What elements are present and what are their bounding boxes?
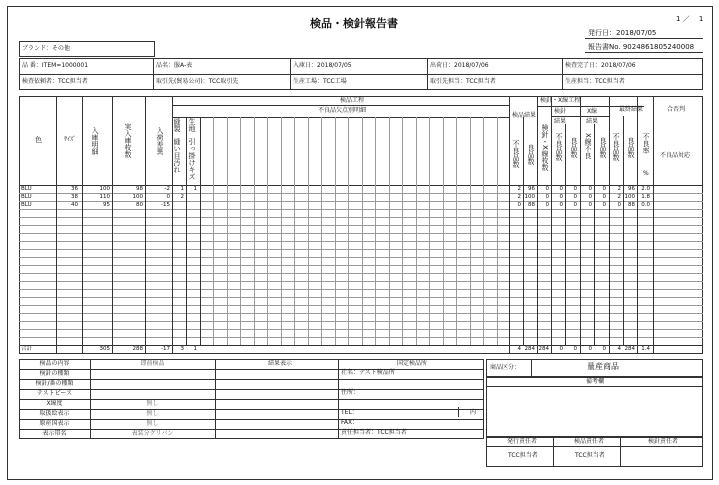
- inspector-company: 社名：テスト検品所: [341, 369, 395, 376]
- header-final-result: 最終結果: [619, 106, 644, 113]
- table-cell-fng: 2: [617, 194, 621, 200]
- sign-value-issuer: TCC担当者: [508, 452, 538, 459]
- col-defect-sewing: 縫製: [173, 118, 181, 132]
- table-cell-xng: 0: [588, 186, 592, 192]
- table-cell-rate: 0.0: [641, 202, 650, 208]
- total-cell-fng: 4: [617, 346, 621, 352]
- table-cell-size: 36: [71, 186, 78, 192]
- requester: 検査依頼者：TCC担当者: [22, 78, 88, 85]
- col-planned: 入庫明細: [91, 127, 99, 155]
- table-cell-diff: -2: [164, 186, 170, 192]
- table-cell-ok: 100: [524, 194, 535, 200]
- inspection-done-date: 検査完了日：2018/07/06: [565, 62, 636, 69]
- total-cell-ks: 284: [538, 346, 549, 352]
- col-defect-rate: 不良率: [642, 133, 650, 154]
- inspector-address: 住所：: [341, 389, 360, 396]
- total-cell-xok: 0: [602, 346, 606, 352]
- col-actual: 実入庫枚数: [124, 123, 132, 158]
- header-xray-result: X線 結果: [586, 108, 599, 125]
- footer-value: 表装分グリバン: [131, 430, 174, 437]
- col-final-ng: 不良品数: [612, 133, 620, 161]
- arrival-date: 入庫日：2018/07/05: [293, 62, 352, 69]
- table-cell-actual: 98: [136, 186, 143, 192]
- table-cell-planned: 100: [99, 186, 110, 192]
- sign-label-needle: 検針責任者: [648, 438, 679, 445]
- table-cell-ng: 2: [517, 186, 521, 192]
- total-cell-ok: 284: [524, 346, 535, 352]
- col-final-ok: 良品数: [627, 137, 635, 158]
- footer-label: 検針の種類: [39, 370, 70, 377]
- table-cell-color: BLU: [21, 194, 32, 200]
- footer-label: 検針/番の種類: [35, 380, 74, 387]
- brand: ブランド：その他: [22, 45, 71, 52]
- table-cell-ng: 0: [517, 202, 521, 208]
- footer-label: 検品の内容: [39, 360, 70, 367]
- table-cell-diff: -15: [161, 202, 170, 208]
- supplier-person: 取引先担当：TCC担当者: [430, 78, 496, 85]
- remarks-header: 備考欄: [586, 378, 605, 385]
- page-number: 1 ／ 1: [676, 15, 704, 23]
- table-cell-xok: 0: [602, 202, 606, 208]
- col-xray-ok: 良品数: [599, 137, 607, 158]
- col-diff: 入荷差異: [156, 127, 164, 155]
- col-defect-fabric-snag: 引っ掛けキズ: [188, 138, 196, 180]
- table-cell-d2: 1: [193, 186, 197, 192]
- table-cell-xng: 0: [588, 202, 592, 208]
- table-cell-kok: 0: [573, 186, 577, 192]
- total-cell-fok: 284: [624, 346, 635, 352]
- table-cell-fok: 100: [624, 194, 635, 200]
- footer-label: 取扱絵表示: [39, 410, 70, 417]
- col-xray-ng: X線不良: [584, 133, 592, 159]
- table-cell-kok: 0: [573, 194, 577, 200]
- table-cell-d1: 1: [180, 186, 184, 192]
- table-cell-fng: 0: [617, 202, 621, 208]
- table-cell-ok: 88: [528, 202, 535, 208]
- report-title: 検品・検針報告書: [310, 17, 398, 30]
- col-needle-count: 検針・X線枚数: [541, 124, 549, 171]
- report-number: 報告書No. 9024861805240008: [588, 43, 695, 51]
- ship-date: 出荷日：2018/07/06: [430, 62, 489, 69]
- inspector-tel: TEL：: [341, 409, 358, 416]
- inspector-person: 責任担当者：TCC担当者: [341, 429, 407, 436]
- table-cell-ng: 2: [517, 194, 521, 200]
- table-cell-ks: 0: [545, 186, 549, 192]
- total-cell-d2: 1: [193, 346, 197, 352]
- header-judgement: 合否判: [667, 106, 686, 113]
- inspector-header: 国定検品所: [397, 360, 428, 367]
- total-label: 合計: [21, 346, 33, 352]
- col-defect-action: 不良品対応: [660, 152, 691, 159]
- table-cell-size: 38: [71, 194, 78, 200]
- table-cell-fok: 96: [628, 186, 635, 192]
- table-cell-color: BLU: [21, 186, 32, 192]
- table-cell-actual: 80: [136, 202, 143, 208]
- table-cell-fng: 2: [617, 186, 621, 192]
- total-cell-ng: 4: [517, 346, 521, 352]
- footer-value: 即前検品: [140, 360, 165, 367]
- col-size: ｻｲｽﾞ: [64, 136, 77, 143]
- table-cell-planned: 95: [103, 202, 110, 208]
- supplier: 取引先(貿易公司)：TCC取引先: [156, 78, 239, 85]
- table-cell-rate: 1.8: [641, 194, 650, 200]
- category-value: 量産商品: [587, 362, 619, 371]
- footer-value: 無し: [146, 400, 159, 407]
- table-cell-color: BLU: [21, 202, 32, 208]
- table-cell-size: 40: [71, 202, 78, 208]
- table-cell-fok: 88: [628, 202, 635, 208]
- table-cell-ks: 0: [545, 194, 549, 200]
- table-cell-ok: 96: [528, 186, 535, 192]
- total-cell-xng: 0: [588, 346, 592, 352]
- table-cell-kng: 0: [559, 194, 563, 200]
- total-cell-kng: 0: [559, 346, 563, 352]
- table-cell-xok: 0: [602, 186, 606, 192]
- footer-label: テストピース: [36, 390, 73, 397]
- col-defect-rate-unit: %: [643, 170, 649, 177]
- col-color: 色: [35, 136, 42, 144]
- header-inspection-result: 検品結果: [512, 112, 537, 119]
- table-cell-xok: 0: [602, 194, 606, 200]
- sign-label-inspection: 検品責任者: [574, 438, 605, 445]
- header-defect-detail: 不良品欠点別明細: [318, 107, 367, 114]
- header-needle-xray: 検針・X線工程: [540, 97, 581, 104]
- checker-header: 結果表示: [268, 360, 293, 367]
- item-name: 品名：服A-表: [156, 62, 193, 69]
- footer-label: X線度: [46, 400, 63, 407]
- col-ng: 不良品数: [512, 140, 520, 168]
- category-label: 商品区分：: [490, 364, 521, 371]
- table-cell-diff: 0: [166, 194, 170, 200]
- footer-label: 表示帯名: [42, 430, 67, 437]
- table-cell-xng: 0: [588, 194, 592, 200]
- header-needle-result: 検針 結果: [554, 108, 567, 125]
- factory: 生産工場：TCC工場: [293, 78, 347, 85]
- production-person: 生産担当：TCC担当者: [565, 78, 625, 85]
- header-inspection-process: 検品工程: [340, 97, 365, 104]
- table-cell-kng: 0: [559, 202, 563, 208]
- footer-value: 無し: [146, 420, 159, 427]
- total-cell-diff: -17: [161, 346, 170, 352]
- table-cell-kng: 0: [559, 186, 563, 192]
- sign-label-issuer: 発行責任者: [507, 438, 538, 445]
- footer-value: 無し: [146, 410, 159, 417]
- table-cell-d1: 2: [180, 194, 184, 200]
- col-defect-sewing-dirt: 縫い目汚れ: [173, 138, 181, 173]
- table-cell-planned: 110: [99, 194, 110, 200]
- issue-date: 発行日：2018/07/05: [588, 29, 657, 37]
- total-cell-planned: 305: [99, 346, 110, 352]
- total-cell-d1: 3: [180, 346, 184, 352]
- table-cell-ks: 0: [545, 202, 549, 208]
- total-cell-rate: 1.4: [641, 346, 650, 352]
- col-defect-fabric: 生地: [188, 118, 196, 132]
- col-needle-ng: 不良品数: [555, 133, 563, 161]
- footer-label: 原産国表示: [39, 420, 70, 427]
- total-cell-actual: 288: [132, 346, 143, 352]
- table-cell-actual: 100: [132, 194, 143, 200]
- item-number: 品 番：ITEM=1000001: [22, 62, 89, 69]
- inspector-ext: 内: [470, 409, 477, 416]
- col-ok: 良品数: [527, 144, 535, 165]
- table-cell-kok: 0: [573, 202, 577, 208]
- col-needle-ok: 良品数: [570, 137, 578, 158]
- total-cell-kok: 0: [573, 346, 577, 352]
- sign-value-inspection: TCC担当者: [575, 452, 605, 459]
- table-cell-rate: 2.0: [641, 186, 650, 192]
- inspector-fax: FAX：: [341, 419, 359, 426]
